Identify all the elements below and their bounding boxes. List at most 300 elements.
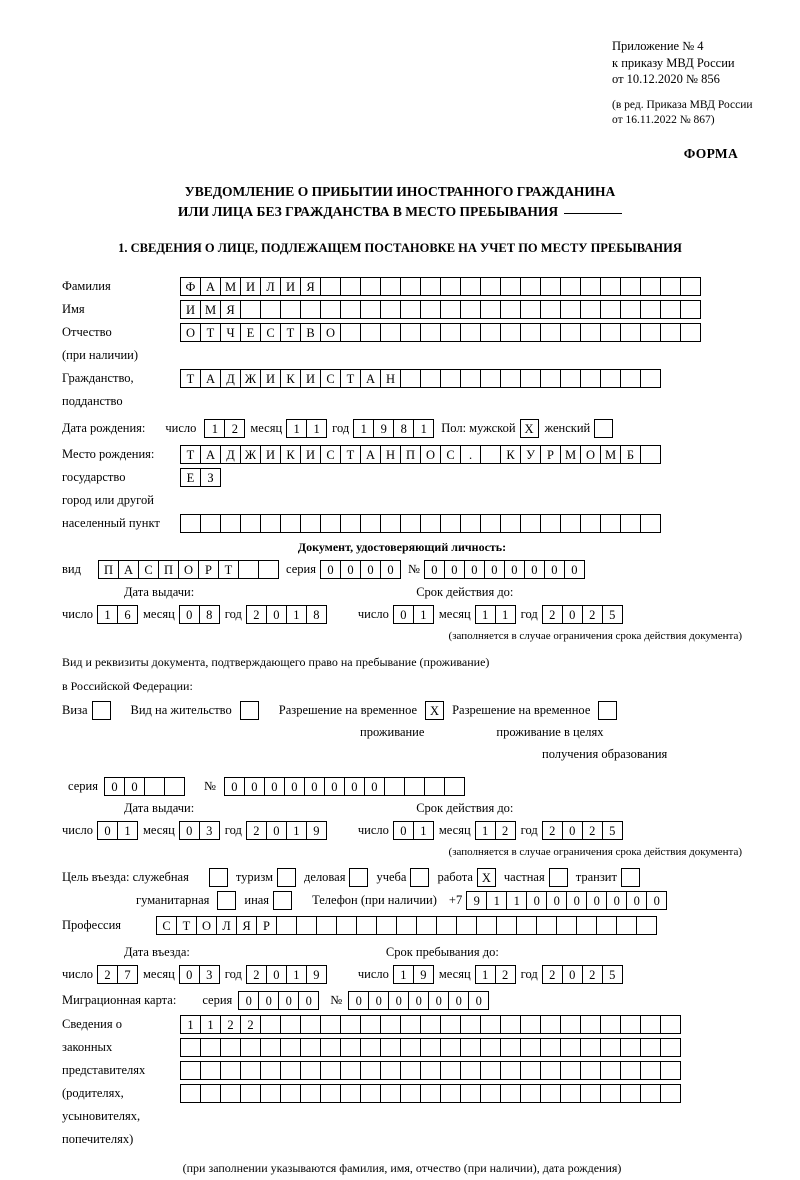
cell[interactable] (180, 1084, 201, 1103)
cell[interactable] (516, 916, 537, 935)
cell[interactable]: Т (340, 445, 361, 464)
cell[interactable]: Л (260, 277, 281, 296)
cell[interactable] (300, 1038, 321, 1057)
cell[interactable] (404, 777, 425, 796)
cell[interactable]: 0 (464, 560, 485, 579)
cell[interactable]: 9 (413, 965, 434, 984)
cell[interactable]: С (156, 916, 177, 935)
cell[interactable] (680, 323, 701, 342)
cell[interactable] (340, 514, 361, 533)
cell[interactable] (560, 1084, 581, 1103)
cell[interactable] (240, 300, 261, 319)
cell[interactable] (180, 514, 201, 533)
cell[interactable]: А (360, 369, 381, 388)
checkbox-other-purpose[interactable] (273, 891, 292, 910)
cell[interactable] (400, 323, 421, 342)
cell[interactable] (536, 916, 557, 935)
cell[interactable]: 0 (646, 891, 667, 910)
cell[interactable] (520, 1038, 541, 1057)
cell[interactable]: 1 (495, 605, 516, 624)
cell[interactable] (340, 1015, 361, 1034)
cell[interactable]: И (300, 369, 321, 388)
cell[interactable]: 1 (200, 1015, 221, 1034)
cell[interactable] (600, 277, 621, 296)
cell[interactable]: Р (198, 560, 219, 579)
cell[interactable] (320, 1084, 341, 1103)
cell[interactable] (620, 1061, 641, 1080)
cell[interactable] (200, 1038, 221, 1057)
cell[interactable] (640, 277, 661, 296)
cell[interactable]: 7 (117, 965, 138, 984)
cell[interactable]: 0 (428, 991, 449, 1010)
cell[interactable] (400, 277, 421, 296)
cell[interactable] (260, 1084, 281, 1103)
cell[interactable] (460, 300, 481, 319)
cell[interactable]: О (180, 323, 201, 342)
cell[interactable]: Я (300, 277, 321, 296)
cell[interactable] (260, 1038, 281, 1057)
cell[interactable]: 1 (286, 605, 307, 624)
cell[interactable] (660, 1038, 681, 1057)
cell[interactable]: А (200, 277, 221, 296)
cell[interactable]: 9 (466, 891, 487, 910)
cell[interactable] (380, 1084, 401, 1103)
legal-reps-row-4[interactable] (180, 1084, 680, 1103)
cell[interactable]: А (360, 445, 381, 464)
permit-issue-day-cells[interactable] (97, 821, 137, 840)
cell[interactable]: С (320, 369, 341, 388)
cell[interactable]: 0 (238, 991, 259, 1010)
cell[interactable] (500, 1084, 521, 1103)
doc-valid-year-cells[interactable] (542, 605, 622, 624)
cell[interactable] (660, 277, 681, 296)
cell[interactable]: 1 (117, 821, 138, 840)
cell[interactable]: 1 (413, 821, 434, 840)
cell[interactable]: 0 (368, 991, 389, 1010)
cell[interactable] (280, 1061, 301, 1080)
cell[interactable] (360, 277, 381, 296)
cell[interactable] (280, 1038, 301, 1057)
cell[interactable] (520, 1015, 541, 1034)
cell[interactable] (260, 1061, 281, 1080)
cell[interactable]: 1 (204, 419, 225, 438)
stay-month-cells[interactable] (475, 965, 515, 984)
birth-day-cells[interactable] (204, 419, 244, 438)
cell[interactable] (400, 300, 421, 319)
cell[interactable] (360, 1038, 381, 1057)
cell[interactable]: О (580, 445, 601, 464)
cell[interactable]: 0 (340, 560, 361, 579)
cell[interactable]: Т (280, 323, 301, 342)
cell[interactable] (640, 323, 661, 342)
checkbox-private[interactable] (549, 868, 568, 887)
permit-issue-month-cells[interactable] (179, 821, 219, 840)
cell[interactable]: М (200, 300, 221, 319)
cell[interactable] (240, 1061, 261, 1080)
cell[interactable] (480, 1038, 501, 1057)
cell[interactable] (300, 1061, 321, 1080)
cell[interactable] (200, 1061, 221, 1080)
cell[interactable] (320, 514, 341, 533)
cell[interactable] (600, 1061, 621, 1080)
stay-day-cells[interactable] (393, 965, 433, 984)
cell[interactable] (200, 514, 221, 533)
cell[interactable] (580, 1038, 601, 1057)
cell[interactable] (580, 300, 601, 319)
cell[interactable] (360, 323, 381, 342)
cell[interactable]: 0 (424, 560, 445, 579)
cell[interactable] (560, 1038, 581, 1057)
cell[interactable]: С (138, 560, 159, 579)
cell[interactable]: 0 (364, 777, 385, 796)
profession-cells[interactable] (156, 916, 656, 935)
cell[interactable] (440, 514, 461, 533)
cell[interactable] (540, 1084, 561, 1103)
cell[interactable]: 9 (306, 821, 327, 840)
cell[interactable]: 0 (448, 991, 469, 1010)
cell[interactable] (340, 1084, 361, 1103)
checkbox-business[interactable] (349, 868, 368, 887)
cell[interactable]: Н (380, 445, 401, 464)
doc-valid-month-cells[interactable] (475, 605, 515, 624)
cell[interactable] (440, 369, 461, 388)
cell[interactable] (600, 514, 621, 533)
entry-year-cells[interactable] (246, 965, 326, 984)
cell[interactable] (460, 1084, 481, 1103)
cell[interactable] (340, 1061, 361, 1080)
cell[interactable] (380, 1061, 401, 1080)
cell[interactable]: 1 (506, 891, 527, 910)
cell[interactable]: П (98, 560, 119, 579)
cell[interactable]: 8 (393, 419, 414, 438)
cell[interactable] (476, 916, 497, 935)
cell[interactable] (220, 1038, 241, 1057)
doc-number-cells[interactable] (424, 560, 584, 579)
cell[interactable]: 0 (264, 777, 285, 796)
cell[interactable]: 1 (306, 419, 327, 438)
cell[interactable] (620, 1038, 641, 1057)
cell[interactable] (300, 1015, 321, 1034)
cell[interactable]: 0 (360, 560, 381, 579)
cell[interactable] (440, 1038, 461, 1057)
cell[interactable]: О (320, 323, 341, 342)
cell[interactable] (420, 1084, 441, 1103)
cell[interactable] (440, 300, 461, 319)
cell[interactable] (560, 300, 581, 319)
cell[interactable] (400, 1015, 421, 1034)
migration-number-cells[interactable] (348, 991, 488, 1010)
cell[interactable] (520, 1061, 541, 1080)
cell[interactable] (480, 445, 501, 464)
cell[interactable] (600, 1038, 621, 1057)
birth-year-cells[interactable] (353, 419, 433, 438)
cell[interactable]: 2 (542, 605, 563, 624)
cell[interactable] (300, 1084, 321, 1103)
cell[interactable] (420, 1038, 441, 1057)
cell[interactable] (380, 1015, 401, 1034)
cell[interactable]: 0 (526, 891, 547, 910)
cell[interactable] (460, 323, 481, 342)
cell[interactable]: Е (240, 323, 261, 342)
cell[interactable]: 1 (286, 821, 307, 840)
name-cells[interactable] (180, 300, 700, 319)
cell[interactable]: 0 (586, 891, 607, 910)
cell[interactable] (500, 369, 521, 388)
cell[interactable]: 0 (179, 605, 200, 624)
cell[interactable] (480, 277, 501, 296)
cell[interactable]: Р (256, 916, 277, 935)
cell[interactable]: 1 (413, 605, 434, 624)
cell[interactable] (164, 777, 185, 796)
cell[interactable] (380, 323, 401, 342)
cell[interactable]: 0 (266, 821, 287, 840)
checkbox-purpose-official[interactable] (209, 868, 228, 887)
cell[interactable] (640, 1015, 661, 1034)
checkbox-male[interactable]: Х (520, 419, 539, 438)
cell[interactable] (620, 323, 641, 342)
cell[interactable] (420, 369, 441, 388)
cell[interactable]: Я (220, 300, 241, 319)
cell[interactable] (400, 514, 421, 533)
cell[interactable]: 0 (258, 991, 279, 1010)
cell[interactable] (620, 277, 641, 296)
cell[interactable]: 2 (495, 821, 516, 840)
cell[interactable]: 0 (97, 821, 118, 840)
cell[interactable] (440, 1061, 461, 1080)
cell[interactable]: 5 (602, 965, 623, 984)
cell[interactable] (340, 1038, 361, 1057)
permit-valid-month-cells[interactable] (475, 821, 515, 840)
cell[interactable] (320, 1015, 341, 1034)
cell[interactable]: 0 (562, 965, 583, 984)
cell[interactable]: 0 (298, 991, 319, 1010)
cell[interactable] (580, 514, 601, 533)
birth-state-cells[interactable] (180, 445, 660, 464)
cell[interactable] (440, 1084, 461, 1103)
cell[interactable] (340, 277, 361, 296)
cell[interactable] (340, 323, 361, 342)
cell[interactable]: 0 (266, 605, 287, 624)
cell[interactable] (520, 300, 541, 319)
cell[interactable]: 2 (246, 821, 267, 840)
cell[interactable] (460, 1061, 481, 1080)
cell[interactable]: П (158, 560, 179, 579)
entry-month-cells[interactable] (179, 965, 219, 984)
cell[interactable] (640, 514, 661, 533)
cell[interactable] (500, 1015, 521, 1034)
cell[interactable]: 1 (475, 605, 496, 624)
cell[interactable] (320, 300, 341, 319)
cell[interactable]: 1 (180, 1015, 201, 1034)
cell[interactable]: 0 (244, 777, 265, 796)
cell[interactable]: 2 (582, 605, 603, 624)
cell[interactable] (640, 369, 661, 388)
cell[interactable] (500, 1038, 521, 1057)
cell[interactable] (480, 323, 501, 342)
cell[interactable] (580, 277, 601, 296)
cell[interactable]: 1 (97, 605, 118, 624)
cell[interactable]: 1 (353, 419, 374, 438)
cell[interactable] (180, 1038, 201, 1057)
doc-issue-year-cells[interactable] (246, 605, 326, 624)
cell[interactable]: И (260, 445, 281, 464)
cell[interactable]: Е (180, 468, 201, 487)
cell[interactable]: 0 (348, 991, 369, 1010)
cell[interactable] (240, 514, 261, 533)
cell[interactable]: 0 (278, 991, 299, 1010)
cell[interactable] (416, 916, 437, 935)
cell[interactable] (460, 1038, 481, 1057)
cell[interactable] (420, 300, 441, 319)
cell[interactable] (380, 1038, 401, 1057)
cell[interactable]: М (560, 445, 581, 464)
cell[interactable] (420, 1061, 441, 1080)
cell[interactable] (320, 277, 341, 296)
cell[interactable] (520, 1084, 541, 1103)
cell[interactable] (540, 369, 561, 388)
cell[interactable] (400, 369, 421, 388)
cell[interactable] (560, 1061, 581, 1080)
permit-number-cells[interactable] (224, 777, 464, 796)
cell[interactable]: 0 (393, 821, 414, 840)
cell[interactable] (480, 369, 501, 388)
cell[interactable]: 2 (97, 965, 118, 984)
cell[interactable] (440, 1015, 461, 1034)
cell[interactable] (600, 323, 621, 342)
cell[interactable] (440, 323, 461, 342)
doc-kind-cells[interactable] (98, 560, 278, 579)
cell[interactable]: Т (218, 560, 239, 579)
cell[interactable] (380, 277, 401, 296)
cell[interactable] (496, 916, 517, 935)
cell[interactable]: 8 (199, 605, 220, 624)
cell[interactable]: 1 (286, 419, 307, 438)
cell[interactable]: А (118, 560, 139, 579)
cell[interactable]: О (196, 916, 217, 935)
cell[interactable]: 8 (306, 605, 327, 624)
cell[interactable] (460, 369, 481, 388)
cell[interactable]: 3 (199, 965, 220, 984)
cell[interactable] (640, 1061, 661, 1080)
cell[interactable] (200, 1084, 221, 1103)
cell[interactable] (296, 916, 317, 935)
cell[interactable] (520, 369, 541, 388)
cell[interactable]: О (420, 445, 441, 464)
cell[interactable]: А (200, 445, 221, 464)
cell[interactable] (360, 300, 381, 319)
cell[interactable]: 0 (179, 821, 200, 840)
cell[interactable]: В (300, 323, 321, 342)
cell[interactable]: 0 (544, 560, 565, 579)
cell[interactable] (180, 1061, 201, 1080)
cell[interactable]: Т (180, 445, 201, 464)
cell[interactable]: 9 (373, 419, 394, 438)
cell[interactable] (560, 277, 581, 296)
cell[interactable] (636, 916, 657, 935)
cell[interactable]: Р (540, 445, 561, 464)
cell[interactable]: Т (340, 369, 361, 388)
cell[interactable] (620, 369, 641, 388)
cell[interactable]: О (178, 560, 199, 579)
migration-series-cells[interactable] (238, 991, 318, 1010)
cell[interactable] (480, 514, 501, 533)
checkbox-visa[interactable] (92, 701, 111, 720)
cell[interactable]: 2 (240, 1015, 261, 1034)
cell[interactable] (144, 777, 165, 796)
cell[interactable] (280, 1084, 301, 1103)
cell[interactable] (560, 323, 581, 342)
cell[interactable]: 0 (224, 777, 245, 796)
cell[interactable] (444, 777, 465, 796)
cell[interactable] (500, 300, 521, 319)
cell[interactable]: 0 (504, 560, 525, 579)
cell[interactable]: 1 (393, 965, 414, 984)
cell[interactable] (300, 514, 321, 533)
cell[interactable] (660, 1061, 681, 1080)
cell[interactable] (620, 514, 641, 533)
checkbox-edu-residence[interactable] (598, 701, 617, 720)
cell[interactable] (540, 1015, 561, 1034)
cell[interactable]: 9 (306, 965, 327, 984)
cell[interactable] (660, 300, 681, 319)
cell[interactable]: 0 (179, 965, 200, 984)
cell[interactable] (576, 916, 597, 935)
cell[interactable] (460, 277, 481, 296)
cell[interactable] (260, 1015, 281, 1034)
checkbox-tourism[interactable] (277, 868, 296, 887)
cell[interactable] (500, 514, 521, 533)
cell[interactable] (340, 300, 361, 319)
cell[interactable]: 0 (304, 777, 325, 796)
cell[interactable] (540, 1061, 561, 1080)
cell[interactable] (600, 369, 621, 388)
cell[interactable] (456, 916, 477, 935)
cell[interactable]: 2 (542, 965, 563, 984)
cell[interactable] (360, 1084, 381, 1103)
cell[interactable]: . (460, 445, 481, 464)
cell[interactable] (640, 300, 661, 319)
cell[interactable] (660, 1015, 681, 1034)
citizenship-cells[interactable] (180, 369, 660, 388)
legal-reps-row-1[interactable] (180, 1015, 680, 1034)
cell[interactable] (300, 300, 321, 319)
cell[interactable]: 2 (246, 965, 267, 984)
cell[interactable]: С (320, 445, 341, 464)
cell[interactable]: Ч (220, 323, 241, 342)
cell[interactable]: Д (220, 445, 241, 464)
cell[interactable] (480, 300, 501, 319)
cell[interactable] (380, 514, 401, 533)
cell[interactable] (560, 369, 581, 388)
cell[interactable] (220, 1061, 241, 1080)
cell[interactable] (620, 1084, 641, 1103)
cell[interactable] (540, 300, 561, 319)
cell[interactable] (680, 277, 701, 296)
cell[interactable]: Т (180, 369, 201, 388)
legal-reps-row-3[interactable] (180, 1061, 680, 1080)
cell[interactable] (360, 514, 381, 533)
cell[interactable]: 1 (413, 419, 434, 438)
cell[interactable] (258, 560, 279, 579)
cell[interactable]: 0 (408, 991, 429, 1010)
stay-year-cells[interactable] (542, 965, 622, 984)
cell[interactable]: 5 (602, 605, 623, 624)
cell[interactable] (320, 1038, 341, 1057)
cell[interactable] (680, 300, 701, 319)
cell[interactable]: 0 (324, 777, 345, 796)
cell[interactable]: П (400, 445, 421, 464)
cell[interactable] (420, 1015, 441, 1034)
